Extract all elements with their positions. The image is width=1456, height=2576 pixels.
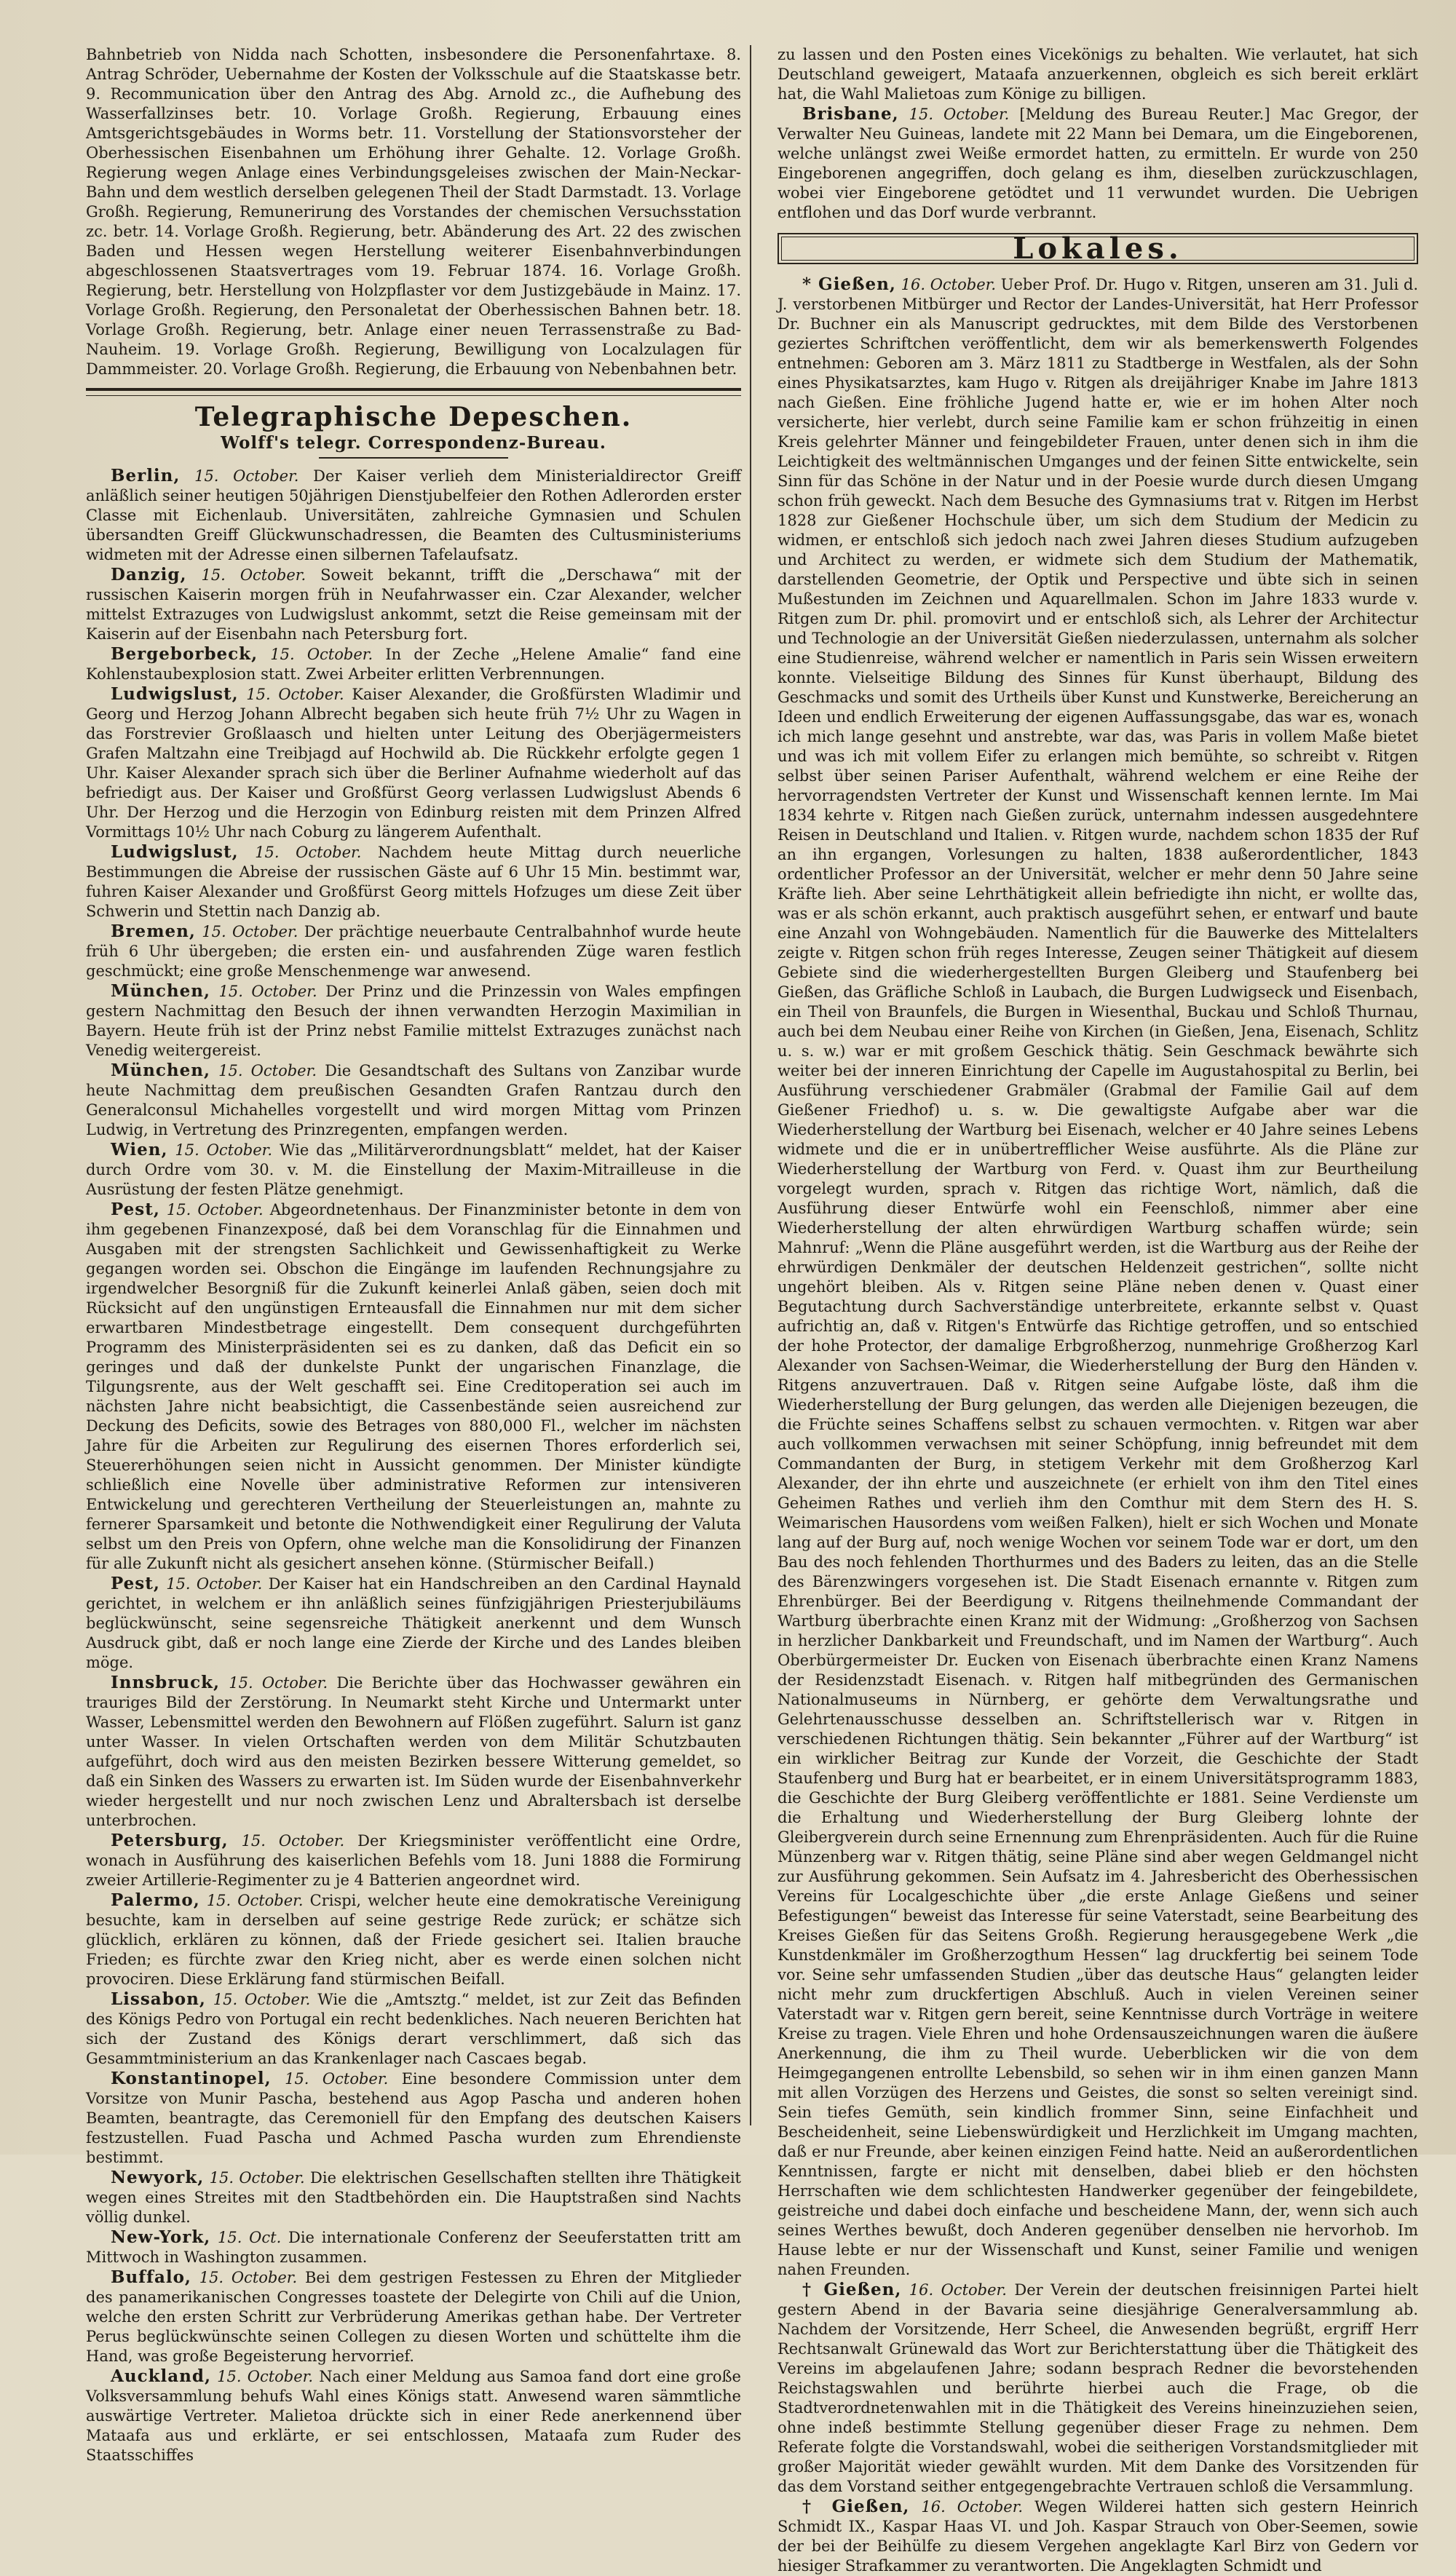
dispatch-item xyxy=(86,1574,741,1673)
dispatch-item xyxy=(86,981,741,1061)
dispatch-place: Pest, xyxy=(111,1574,160,1593)
dispatch-place: * Gießen, xyxy=(802,274,896,294)
dispatch-item xyxy=(86,644,741,684)
dispatch-text: Wie das „Militärverordnungsblatt“ meldet, hat der Kaiser durch Ordre vom 30. v. M. die Einstellung der Maxim-Mitrailleuse in die Ausrüstung der festen Plätze genehmigt. xyxy=(86,1141,741,1198)
dispatch-item xyxy=(86,842,741,922)
dispatch-text: Bei dem gestrigen Festessen zu Ehren der Mitglieder des panamerikanischen Congresses toastete der Delegirte von Chili auf die Union, welche den ersten Schritt zur Verbrüderung Amerikas gethan habe. Der Vertreter Perus beglückwünschte seinen Collegen zu diesen Worten und schüttelte ihm die Hand, was große Begeisterung hervorrief. xyxy=(86,2269,741,2365)
dispatch-date: 15. October. xyxy=(209,2169,305,2187)
dispatch-date: 15. Oct. xyxy=(218,2229,282,2246)
dispatch-place: Ludwigslust, xyxy=(111,842,239,862)
dispatch-date: 15. October. xyxy=(166,1575,263,1593)
dispatch-text: Der Kaiser verlieh dem Ministerialdirector Greiff anläßlich seiner heutigen 50jährigen Dienstjubelfeier den Rothen Adlerorden erster Classe mit Eichenlaub. Universitäten, zahlreiche Gymnasien und Schulen übersandten Greiff Glückwunschadressen, die Beamten des Cultusministeriums widmeten mit der Adresse einen silbernen Tafelaufsatz. xyxy=(86,467,741,563)
section-divider xyxy=(86,388,741,391)
lokales-section-title: Lokales. xyxy=(1013,231,1183,266)
column-rule xyxy=(750,45,751,2125)
dispatch-item xyxy=(86,1831,741,1890)
dispatch-text: Die internationale Conferenz der Seeuferstatten tritt am Mittwoch in Washington zusammen. xyxy=(86,2229,741,2266)
dispatch-place: Newyork, xyxy=(111,2168,205,2187)
dispatch-item xyxy=(86,2227,741,2267)
dispatch-place: Berlin, xyxy=(111,466,181,486)
dispatch-place: Innsbruck, xyxy=(111,1673,221,1692)
dispatch-text: Wie die „Amtsztg.“ meldet, ist zur Zeit das Befinden des Königs Pedro von Portugal ein recht bedenkliches. Nach neueren Berichten hat sich der Zustand des Königs derart verschlimmert, daß sich das Gesammtministerium an das Krankenlager nach Cascaes begab. xyxy=(86,1991,741,2067)
right-intro-text: zu lassen und den Posten eines Vicekönigs zu behalten. Wie verlautet, hat sich Deutschland geweigert, Mataafa anzuerkennen, obgleich es sich bereit erklärt hat, die Wahl Malietoas zum Könige zu billigen. xyxy=(778,46,1418,103)
dispatch-place: Buffalo, xyxy=(111,2267,191,2287)
dispatch-item xyxy=(86,565,741,644)
left-column xyxy=(86,45,742,2464)
lokales-item xyxy=(778,2280,1418,2497)
dispatch-date: 15. October. xyxy=(909,106,1010,123)
dispatch-date: 15. October. xyxy=(218,1062,317,1079)
dispatch-item xyxy=(86,2069,741,2168)
dispatch-place: Ludwigslust, xyxy=(111,684,239,704)
dispatch-text: Ueber Prof. Dr. Hugo v. Ritgen, unseren am 31. Juli d. J. verstorbenen Mitbürger und Rector der Landes-Universität, hat Herr Professor Dr. Buchner ein als Manuscript gedrucktes, mit dem Bilde des Verstorbenen geziertes Schriftchen veröffentlicht, dem wir als bemerkenswerth Folgendes entnehmen: Geboren am 3. März 1811 zu Stadtberge in Westfalen, als der Sohn eines Physikatsarztes, kam Hugo v. Ritgen als dreijähriger Knabe im Jahre 1813 nach Gießen. Eine fröhliche Jugend hatte er, wie er im hohen Alter noch versicherte, hier verlebt, durch seine Familie kam er schon frühzeitig in einen Kreis gelehrter Männer und feingebildeter Frauen, unter denen sich in ihm die Leichtigkeit des weltmännischen Umganges und der feinen Sitte entwickelte, sein Sinn für das Schöne in der Natur und in der Poesie wurde durch diesen Umgang schon früh geweckt. Nach dem Besuche des Gymnasiums trat v. Ritgen im Herbst 1828 zur Gießener Hochschule über, um sich dem Studium der Medicin zu widmen, er entschloß sich jedoch nach zwei Jahren dieses Studium aufzugeben und Architect zu werden, er widmete sich dem Studium der Mathematik, darstellenden Geometrie, der Optik und Perspective und übte sich in seinen Mußestunden im Zeichnen und Aquarellmalen. Schon im Jahre 1833 wurde v. Ritgen zum Dr. phil. promovirt und er entschloß sich, als Lehrer der Architectur und Technologie an der Universität Gießen niederzulassen, unternahm als solcher eine Studienreise, während welcher er namentlich in Paris sein Wissen erweitern konnte. Vielseitige Bildung des Sinnes für Kunst überhaupt, Bildung des Geschmacks und somit des Urtheils über Kunst und Kunstwerke, Bereicherung an Ideen und endlich Erweiterung der eigenen Auffassungsgabe, das war es, wonach ich mich lange gesehnt und anstrebte, war das, was Paris in vollem Maße bietet und was ich mit vollem Eifer zu erlangen mich bemühte, so schreibt v. Ritgen selbst über seinen Pariser Aufenthalt, während welchem er eine Reihe der hervorragendsten Vertreter der Kunst und Wissenschaft kennen lernte. Im Mai 1834 kehrte v. Ritgen nach Gießen zurück, unternahm indessen ausgedehntere Reisen in Deutschland und Italien. v. Ritgen wurde, nachdem schon 1835 der Ruf an ihn ergangen, Vorlesungen zu halten, 1838 außerordentlicher, 1843 ordentlicher Professor an der Universität, welcher er mehr denn 50 Jahre seine Kräfte lieh. Aber seine Lehrthätigkeit allein befriedigte ihn nicht, er wollte das, was er als schön erkannt, auch praktisch ausgeführt sehen, er entwarf und baute eine Anzahl von Wohngebäuden. Namentlich für die Bauwerke des Mittelalters zeigte v. Ritgen schon früh reges Interesse, Zeugen seiner Thätigkeit auf diesem Gebiete sind die wiederhergestellten Burgen Gleiberg und Staufenberg bei Gießen, das Gräfliche Schloß in Laubach, die Burgen Ludwigseck und Eisenbach, ein Theil von Braunfels, die Burgen in Wiesenthal, Buckau und Schloß Thurnau, auch bei dem Neubau einer Reihe von Kirchen (in Gießen, Jena, Eisenach, Schlitz u. s. w.) war er mit großem Geschick thätig. Sein Geschmack bewährte sich weiter bei der inneren Einrichtung der Capelle im Augustahospital zu Berlin, bei Ausführung verschiedener Grabmäler (Grabmal der Familie Gail auf dem Gießener Friedhof) u. s. w. Die gewaltigste Aufgabe aber war die Wiederherstellung der Wartburg bei Eisenach, welcher er 40 Jahre seines Lebens widmete und die er in unübertrefflicher Weise ausführte. Als die Pläne zur Wiederherstellung der Wartburg von Ferd. v. Quast ihm zur Beurtheilung vorgelegt wurden, sprach v. Ritgen das richtige Wort, nämlich, daß die Ausführung dieser Entwürfe wohl ein Feenschloß, nimmer aber eine Wiederherstellung der alten ehrwürdigen Wartburg schaffen würde; sein Mahnruf: „Wenn die Pläne ausgeführt werden, ist die Wartburg aus der Reihe der ehrwürdigen Denkmäler der deutschen Heldenzeit gestrichen“, sollte nicht ungehört bleiben. Als v. Ritgen seine Pläne neben denen v. Quast einer Begutachtung durch Sachverständige unterbreitete, erkannte selbst v. Quast aufrichtig an, daß v. Ritgen's Entwürfe das Richtige getroffen, und so entschied der hohe Protector, der damalige Erbgroßherzog, nunmehrige Großherzog Karl Alexander von Sachsen-Weimar, die Wiederherstellung der Burg den Händen v. Ritgens anzuvertrauen. Daß v. Ritgen seine Aufgabe löste, daß ihm die Wiederherstellung der Burg gelungen, das werden alle Diejenigen bezeugen, die die Früchte seines Schaffens selbst zu schauen vermochten. v. Ritgen war aber auch vollkommen verwachsen mit seiner Schöpfung, innig befreundet mit dem Commandanten der Burg, in stetigem Verkehr mit dem Großherzog Karl Alexander, der ihn ehrte und auszeichnete (er erhielt von ihm den Titel eines Geheimen Rathes und verlieh ihm den Comthur mit dem Stern des H. S. Weimarischen Hausordens vom weißen Falken), hielt er sich Wochen und Monate lang auf der Burg auf, noch wenige Wochen vor seinem Tode war er dort, um den Bau des noch fehlenden Thorthurmes und des Baders zu leiten, das an die Stelle des Bärenzwingers vorgesehen ist. Die Stadt Eisenach ernannte v. Ritgen zum Ehrenbürger. Bei der Beerdigung v. Ritgens theilnehmende Commandant der Wartburg überbrachte einen Kranz mit der Widmung: „Großherzog von Sachsen in herzlicher Dankbarkeit und Freundschaft, und im Namen der Wartburg“. Auch Oberbürgermeister Dr. Eucken von Eisenach überbrachte einen Kranz Namens der Residenzstadt Eisenach. v. Ritgen half mitbegründen des Germanischen Nationalmuseums in Nürnberg, er gehörte dem Verwaltungsrathe und Gelehrtenausschusse desselben an. Schriftstellerisch war v. Ritgen in verschiedenen Richtungen thätig. Sein bekannter „Führer auf der Wartburg“ ist ein wirklicher Beitrag zur Kunde der Vorzeit, die Geschichte der Stadt Staufenberg und Burg hat er bearbeitet, er in einem Universitätsprogramm 1883, die Geschichte der Burg Gleiberg veröffentlichte er 1881. Seine Verdienste um die Erhaltung und Wiederherstellung der Burg Gleiberg lohnte der Gleibergverein durch seine Ernennung zum Ehrenpräsidenten. Auch für die Ruine Münzenberg war v. Ritgen thätig, seine Pläne sind aber wegen Geldmangel nicht zur Ausführung gekommen. Sein Aufsatz im 4. Jahresbericht des Oberhessischen Vereins für Localgeschichte über „die erste Anlage Gießens und seiner Befestigungen“ beweist das Interesse für seine Vaterstadt, seine Bearbeitung des Kreises Gießen für das Seitens Großh. Regierung herausgegebene Werk „die Kunstdenkmäler im Großherzogthum Hessen“ lag druckfertig bei seinem Tode vor. Seine sehr umfassenden Studien „über das deutsche Haus“ gelangten leider nicht mehr zum druckfertigen Abschluß. Auch in vielen Vereinen seiner Vaterstadt war v. Ritgen gern bereit, seine Kenntnisse durch Vorträge in weitere Kreise zu tragen. Viele Ehren und hohe Ordensauszeichnungen waren die äußere Anerkennung, die ihm zu Theil wurde. Ueberblicken wir die von dem Heimgegangenen entrollte Lebensbild, so sehen wir in ihm einen ganzen Mann mit allen Vorzügen des Herzens und Geistes, die sonst so selten vereinigt sind. Sein tiefes Gemüth, sein kindlich frommer Sinn, seine Einfachheit und Bescheidenheit, seine Liebenswürdigkeit und Herzlichkeit im Umgang machten, daß er nur Freunde, aber keinen einzigen Feind hatte. Neid an außerordentlichen Kenntnissen, fargte er nicht mit denselben, dabei blieb er den höchsten Herrschaften wie dem schlichtesten Handwerker gegenüber der feingebildete, geistreiche und dabei doch einfache und bescheidene Mann, der, wenn sich auch seines Werthes bewußt, doch Anderen gegenüber denselben nie hervorhob. Im Hause lebte er nur der Wissenschaft und Kunst, seiner Familie und wenigen nahen Freunden. xyxy=(778,276,1419,2278)
dispatch-date: 16. October. xyxy=(909,2281,1007,2299)
dispatch-text: Wegen Wilderei hatten sich gestern Heinrich Schmidt IX., Kaspar Haas VI. und Joh. Kaspar Strauch von Ober-Seemen, sowie der bei der Beihülfe zu diesem Vergehen angeklagte Karl Birz von Gedern vor hiesiger Strafkammer zu verantworten. Die Angeklagten Schmidt und xyxy=(778,2498,1418,2575)
dispatch-text: Der Verein der deutschen freisinnigen Partei hielt gestern Abend in der Bavaria seine diesjährige Generalversammlung ab. Nachdem der Vorsitzende, Herr Scheel, die Anwesenden begrüßt, ergriff Herr Rechtsanwalt Grünewald das Wort zur Berichterstattung über die Thätigkeit des Vereins im abgelaufenen Jahre; sodann besprach Redner die bevorstehenden Reichstagswahlen und berührte hierbei auch die Frage, ob die Stadtverordnetenwahlen mit in die Thätigkeit des Vereins hineinzuziehen seien, ohne indeß bestimmte Stellung gegenüber dieser Frage zu nehmen. Dem Referate folgte die Vorstandswahl, wobei die seitherigen Vorstandsmitglieder mit großer Majorität wieder gewählt wurden. Mit dem Danke des Vorsitzenden für das dem Vorstand seither entgegengebrachte Vertrauen schloß die Versammlung. xyxy=(778,2281,1419,2495)
dispatch-item xyxy=(86,2267,741,2366)
dispatch-date: 16. October. xyxy=(921,2498,1024,2516)
dispatch-date: 15. October. xyxy=(166,1201,264,1218)
lokales-item xyxy=(778,2497,1418,2576)
dispatch-date: 15. October. xyxy=(202,923,298,940)
dispatch-text: Eine besondere Commission unter dem Vorsitze von Munir Pascha, bestehend aus Agop Pascha und anderen hohen Beamten, beantragte, das Ceremoniell für den Empfang des deutschen Kaisers festzustellen. Fuad Pascha und Achmed Pascha wurden zum Ehrendienste bestimmt. xyxy=(86,2070,741,2166)
dispatch-date: 15. October. xyxy=(199,2269,298,2286)
dispatch-text: Der Kaiser hat ein Handschreiben an den Cardinal Haynald gerichtet, in welchem er ihn anläßlich seines fünfzigjährigen Priesterjubiläums beglückwünscht, seine segensreiche Thätigkeit anerkennt und dem Wunsch Ausdruck gibt, daß er noch lange eine Zierde der Kirche und des Landes bleiben möge. xyxy=(86,1575,741,1671)
dispatch-place: Konstantinopel, xyxy=(111,2069,272,2088)
dispatch-text: Die Gesandtschaft des Sultans von Zanzibar wurde heute Nachmittag dem preußischen Gesandten Grafen Rantzau durch den Generalconsul Michahelles vorgestellt und wird morgen Mittag vom Prinzen Ludwig, in Vertretung des Prinzregenten, empfangen werden. xyxy=(86,1062,741,1138)
dispatch-list xyxy=(86,466,741,2465)
telegraph-section-subtitle xyxy=(86,433,741,459)
dispatch-item xyxy=(86,466,741,565)
dispatch-date: 15. October. xyxy=(206,1892,304,1909)
dispatch-item xyxy=(86,1673,741,1831)
dispatch-text: Der Prinz und die Prinzessin von Wales empfingen gestern Nachmittag den Besuch der ihnen verwandten Herzogin Maximilian in Bayern. Heute früh ist der Prinz nebst Familie mittelst Extrazuges zunächst nach Venedig weitergereist. xyxy=(86,983,741,1059)
dispatch-place: † Gießen, xyxy=(802,2280,902,2299)
dispatch-text: In der Zeche „Helene Amalie“ fand eine Kohlenstaubexplosion statt. Zwei Arbeiter erlitten Verbrennungen. xyxy=(86,646,741,683)
telegraph-subtitle-text: Wolff's telegr. Correspondenz-Bureau. xyxy=(221,433,606,453)
dispatch-item xyxy=(86,1061,741,1140)
dispatch-item xyxy=(86,922,741,981)
dispatch-text: Soweit bekannt, trifft die „Derschawa“ mit der russischen Kaiserin morgen früh in Neufahrwasser ein. Czar Alexander, welcher mittelst Extrazuges von Ludwigslust ankommt, setzt die Reise gemeinsam mit der Kaiserin auf der Eisenbahn nach Petersburg fort. xyxy=(86,566,741,643)
dispatch-text: Crispi, welcher heute eine demokratische Vereinigung besuchte, kam in derselben auf seine gestrige Rede zurück; er schätze sich glücklich, erklären zu können, daß der Friede gesichert sei. Italien brauche Frieden; es fürchte zwar den Krieg nicht, aber es werde einen solchen nicht provociren. Diese Erklärung fand stürmischen Beifall. xyxy=(86,1892,741,1988)
dispatch-place: Bergeborbeck, xyxy=(111,644,258,664)
dispatch-place: München, xyxy=(111,981,210,1001)
left-intro-text: Bahnbetrieb von Nidda nach Schotten, insbesondere die Personenfahrtaxe. 8. Antrag Schröder, Uebernahme der Kosten der Volksschule auf die Staatskasse betr. 9. Recommunication über den Antrag des Abg. Arnold zc., die Aufhebung des Wasserfallzinses betr. 10. Vorlage Großh. Regierung, Erbauung eines Amtsgerichtsgebäudes in Worms betr. 11. Vorstellung der Stationsvorsteher der Oberhessischen Eisenbahnen um Erhöhung ihrer Gehalte. 12. Vorlage Großh. Regierung wegen Anlage eines Verbindungsgeleises zwischen der Main-Neckar-Bahn und dem westlich derselben gelegenen Theil der Stadt Darmstadt. 13. Vorlage Großh. Regierung, Remunerirung des Vorstandes der chemischen Versuchsstation zc. betr. 14. Vorlage Großh. Regierung, betr. Abänderung des Art. 22 des zwischen Baden und Hessen wegen Herstellung weiterer Eisenbahnverbindungen abgeschlossenen Staatsvertrages vom 19. Februar 1874. 16. Vorlage Großh. Regierung, betr. Herstellung von Holzpflaster vor dem Justizgebäude in Mainz. 17. Vorlage Großh. Regierung, den Personaletat der Oberhessischen Bahnen betr. 18. Vorlage Großh. Regierung, betr. Anlage einer neuen Terrassenstraße zu Bad-Nauheim. 19. Vorlage Großh. Regierung, Bewilligung von Localzulagen für Dammmeister. 20. Vorlage Großh. Regierung, die Erbauung von Nebenbahnen betr. xyxy=(86,46,741,378)
dispatch-place: Bremen, xyxy=(111,922,196,941)
dispatch-item xyxy=(86,2168,741,2227)
dispatch-place: Brisbane, xyxy=(802,104,899,124)
dispatch-date: 15. October. xyxy=(217,2368,314,2385)
dispatch-place: Pest, xyxy=(111,1200,160,1219)
dispatch-place: † Gießen, xyxy=(802,2497,910,2516)
dispatch-text: [Meldung des Bureau Reuter.] Mac Gregor, der Verwalter Neu Guineas, landete mit 22 Mann bei Demara, um die Eingeborenen, welche unlängst zwei Weiße ermordet hatten, zu ermitteln. Er wurde von 250 Eingeborenen angegriffen, doch gelang es ihm, dieselben zurückzuschlagen, wobei vier Eingeborene getödtet und 11 verwundet wurden. Die Uebrigen entflohen und das Dorf wurde verbrannt. xyxy=(778,106,1418,221)
dispatch-brisbane xyxy=(778,104,1418,223)
telegraph-section-title: Telegraphische Depeschen. xyxy=(194,402,633,432)
dispatch-date: 15. October. xyxy=(285,2070,389,2088)
dispatch-text: Der prächtige neuerbaute Centralbahnhof wurde heute früh 6 Uhr übergeben; die ersten ein- und ausfahrenden Züge waren festlich geschmückt; eine große Menschenmenge war anwesend. xyxy=(86,923,741,980)
dispatch-item xyxy=(86,1140,741,1200)
lokales-list xyxy=(778,274,1418,2576)
dispatch-text: Der Kriegsminister veröffentlicht eine Ordre, wonach in Ausführung des kaiserlichen Befehls vom 18. Juni 1888 die Formirung zweier Artillerie-Regimenter zu je 4 Batterien angeordnet wird. xyxy=(86,1832,742,1889)
dispatch-date: 16. October. xyxy=(901,276,997,293)
dispatch-place: Lissabon, xyxy=(111,1989,206,2009)
dispatch-date: 15. October. xyxy=(175,1141,273,1159)
dispatch-date: 15. October. xyxy=(229,1674,328,1692)
dispatch-place: Palermo, xyxy=(111,1890,200,1910)
dispatch-date: 15. October. xyxy=(241,1832,345,1850)
dispatch-place: Auckland, xyxy=(111,2366,211,2386)
dispatch-item xyxy=(86,1200,741,1574)
dispatch-place: Wien, xyxy=(111,1140,168,1160)
dispatch-date: 15. October. xyxy=(255,844,362,861)
dispatch-item xyxy=(86,684,741,842)
dispatch-text: Nach einer Meldung aus Samoa fand dort eine große Volksversammlung behufs Wahl eines Königs statt. Anwesend waren sämmtliche auswärtige Vertreter. Malietoa drückte sich in einer Rede anerkennend über Mataafa aus und erklärte, er sei entschlossen, Mataafa zum Ruder des Staatsschiffes xyxy=(86,2368,741,2464)
dispatch-text: Die elektrischen Gesellschaften stellten ihre Thätigkeit wegen eines Streites mit den Stadtbehörden ein. Die Hauptstraßen sind Nachts völlig dunkel. xyxy=(86,2169,741,2226)
dispatch-date: 15. October. xyxy=(194,467,299,485)
subtitle-underline xyxy=(319,457,508,459)
dispatch-place: München, xyxy=(111,1061,210,1080)
dispatch-place: Danzig, xyxy=(111,565,187,584)
lokales-item xyxy=(778,274,1418,2280)
lokales-header-box xyxy=(778,233,1418,264)
dispatch-item xyxy=(86,1989,741,2069)
dispatch-date: 15. October. xyxy=(270,646,373,663)
dispatch-text: Abgeordnetenhaus. Der Finanzminister betonte in dem von ihm gegebenen Finanzexposé, daß bei dem Voranschlag für die Einnahmen und Ausgaben mit der strengsten Sachlichkeit und Gewissenhaftigkeit zu Werke gegangen worden sei. Obschon die Eingänge im laufenden Rechnungsjahre zu irgendwelcher Besorgniß für die Zukunft keinerlei Anlaß gäben, seien doch mit Rücksicht auf den ungünstigen Ernteausfall die Einnahmen nur mit dem sicher erwartbaren Mindestbetrage eingestellt. Dem consequent durchgeführten Programm des Ministerpräsidenten sei es zu danken, daß das Deficit ein so geringes und daß der dunkelste Punkt der ungarischen Finanzlage, die Tilgungsrente, aus der Welt geschafft sei. Eine Creditoperation sei auch im nächsten Jahre nicht beabsichtigt, die Cassenbestände seien ausreichend zur Deckung des Deficits, sowie des Betrages von 880,000 Fl., welcher im nächsten Jahre für die Arbeiten zur Regulirung des eisernen Thores erforderlich sei, Steuererhöhungen seien nicht in Aussicht genommen. Der Minister kündigte schließlich eine Novelle über administrative Reformen zur intensiveren Entwickelung und gerechteren Vertheilung der Steuerleistungen an, mahnte zu fernerer Sparsamkeit und betonte die Nothwendigkeit einer Regulirung der Valuta selbst um den Preis von Opfern, ohne welche man die Konsolidirung der Finanzen für alle Zukunft nicht als gesichert ansehen könne. (Stürmischer Beifall.) xyxy=(86,1201,741,1572)
dispatch-item xyxy=(86,2366,741,2465)
dispatch-text: Die Berichte über das Hochwasser gewähren ein trauriges Bild der Zerstörung. In Neumarkt steht Kirche und Untermarkt unter Wasser, Lebensmittel werden den Bewohnern auf Flößen zugeführt. Salurn ist ganz unter Wasser. In vielen Ortschaften werden von dem Militär Schutzbauten aufgeführt, doch wird aus den meisten Bezirken bessere Witterung gemeldet, so daß ein Sinken des Wassers zu erwarten ist. Im Süden wurde der Eisenbahnverkehr wieder hergestellt und nur noch zwischen Lenz und Abraltersbach ist derselbe unterbrochen. xyxy=(86,1674,741,1829)
dispatch-date: 15. October. xyxy=(218,983,317,1000)
section-divider-thin xyxy=(86,395,741,396)
dispatch-place: New-York, xyxy=(111,2227,211,2247)
dispatch-date: 15. October. xyxy=(246,686,344,703)
dispatch-date: 15. October. xyxy=(201,566,306,584)
dispatch-item xyxy=(86,1890,741,1989)
dispatch-text: Kaiser Alexander, die Großfürsten Wladimir und Georg und Herzog Johann Albrecht begaben sich heute früh 7½ Uhr zu Wagen in das Forstrevier Großlaasch und hielten unter Leitung des Oberjägermeisters Grafen Maltzahn eine Treibjagd auf Hochwild ab. Die Rückkehr erfolgte gegen 1 Uhr. Kaiser Alexander sprach sich über die Berliner Aufnahme wiederholt auf das befriedigt aus. Der Kaiser und Großfürst Georg verlassen Ludwigslust Abends 6 Uhr. Der Herzog und die Herzogin von Edinburg reisten mit dem Prinzen Alfred Vormittags 10½ Uhr nach Coburg zu längerem Aufenthalt. xyxy=(86,686,741,841)
dispatch-date: 15. October. xyxy=(213,1991,311,2008)
dispatch-text: Nachdem heute Mittag durch neuerliche Bestimmungen die Abreise der russischen Gäste auf 6 Uhr 15 Min. bestimmt war, fuhren Kaiser Alexander und Großfürst Georg mittels Hofzuges um diese Zeit über Schwerin und Stettin nach Danzig ab. xyxy=(86,844,741,920)
right-column xyxy=(778,45,1419,2575)
dispatch-place: Petersburg, xyxy=(111,1831,229,1850)
